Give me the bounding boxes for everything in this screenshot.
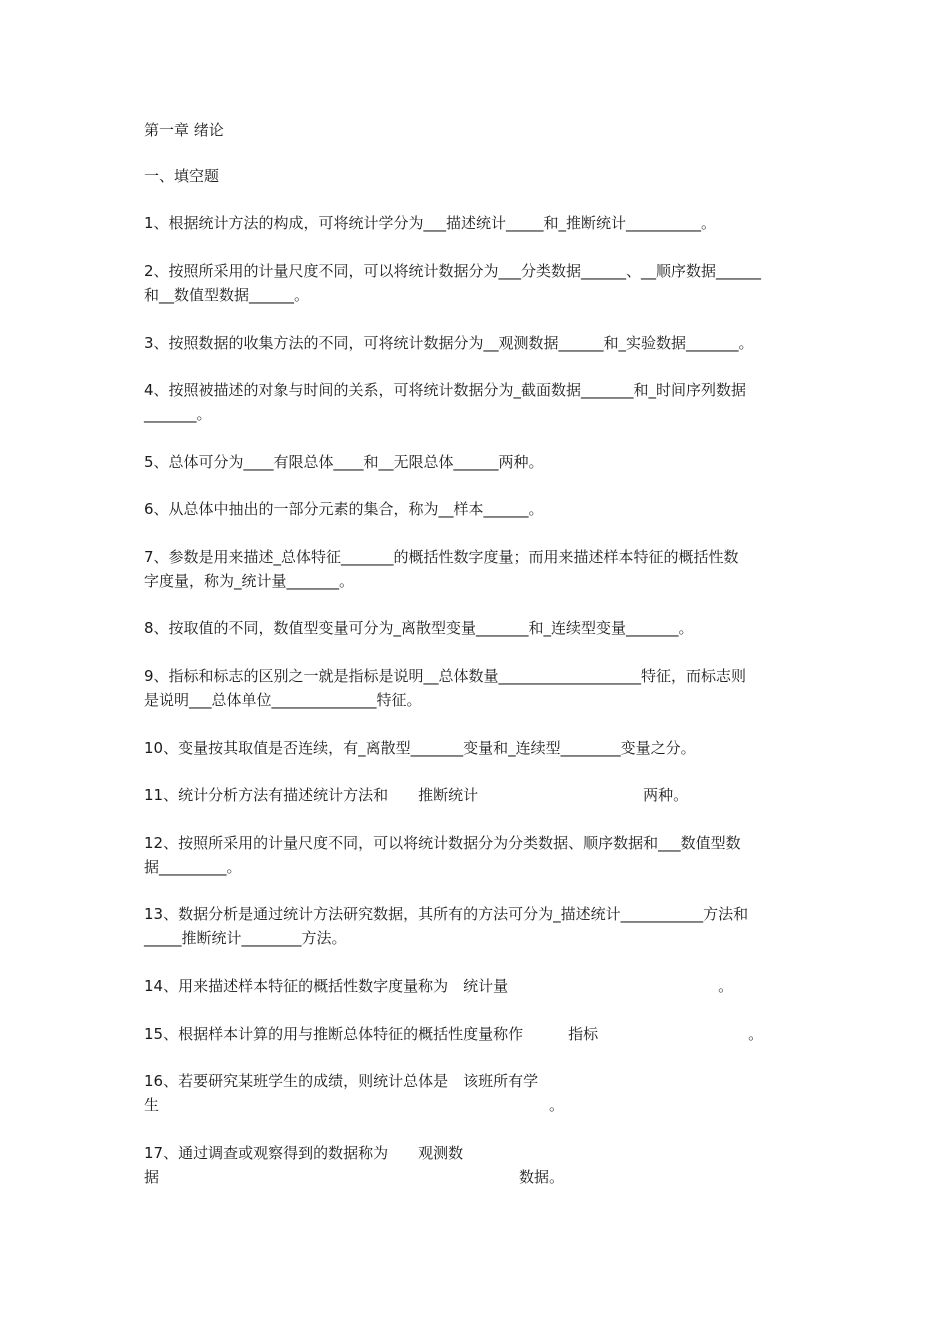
question-10: 10、变量按其取值是否连续，有_离散型_______变量和_连续型________变量之分。 [144,739,696,757]
question-13-line-1: 13、数据分析是通过统计方法研究数据，其所有的方法可分为_描述统计___________方法和 [144,905,749,923]
question-14: 14、用来描述样本特征的概括性数字度量称为 统计量 。 [144,977,734,995]
question-7-line-1: 7、参数是用来描述_总体特征_______的概括性数字度量；而用来描述样本特征的概括性数 [144,548,739,566]
question-11: 11、统计分析方法有描述统计方法和 推断统计 两种。 [144,786,689,804]
question-16-line-2: 生 。 [144,1096,565,1114]
question-1: 1、根据统计方法的构成，可将统计学分为___描述统计_____和_推断统计__________。 [144,214,717,232]
question-12-line-2: 据_________。 [144,858,242,876]
question-3: 3、按照数据的收集方法的不同，可将统计数据分为__观测数据______和_实验数据_______。 [144,334,754,352]
question-15: 15、根据样本计算的用与推断总体特征的概括性度量称作 指标 。 [144,1025,764,1043]
question-6: 6、从总体中抽出的一部分元素的集合，称为__样本______。 [144,500,544,518]
question-16-line-1: 16、若要研究某班学生的成绩，则统计总体是 该班所有学 [144,1072,539,1090]
question-17-line-2: 据 数据。 [144,1168,565,1186]
question-2-line-2: 和__数值型数据______。 [144,286,310,304]
question-13-line-2: _____推断统计________方法。 [144,929,347,947]
question-17-line-1: 17、通过调查或观察得到的数据称为 观测数 [144,1144,464,1162]
question-7-line-2: 字度量，称为_统计量_______。 [144,572,355,590]
question-9-line-1: 9、指标和标志的区别之一就是指标是说明__总体数量___________________特征，而标志则 [144,667,747,685]
section-title: 一、填空题 [144,167,220,185]
question-12-line-1: 12、按照所采用的计量尺度不同，可以将统计数据分为分类数据、顺序数据和___数值型数 [144,834,741,852]
question-4-line-2: _______。 [144,405,212,423]
question-8: 8、按取值的不同，数值型变量可分为_离散型变量_______和_连续型变量_______。 [144,619,694,637]
question-5: 5、总体可分为____有限总体____和__无限总体______两种。 [144,453,544,471]
question-2-line-1: 2、按照所采用的计量尺度不同，可以将统计数据分为___分类数据______、__顺序数据______ [144,262,762,280]
question-4-line-1: 4、按照被描述的对象与时间的关系，可将统计数据分为_截面数据_______和_时间序列数据 [144,381,747,399]
question-9-line-2: 是说明___总体单位______________特征。 [144,691,422,709]
chapter-title: 第一章 绪论 [144,121,224,139]
